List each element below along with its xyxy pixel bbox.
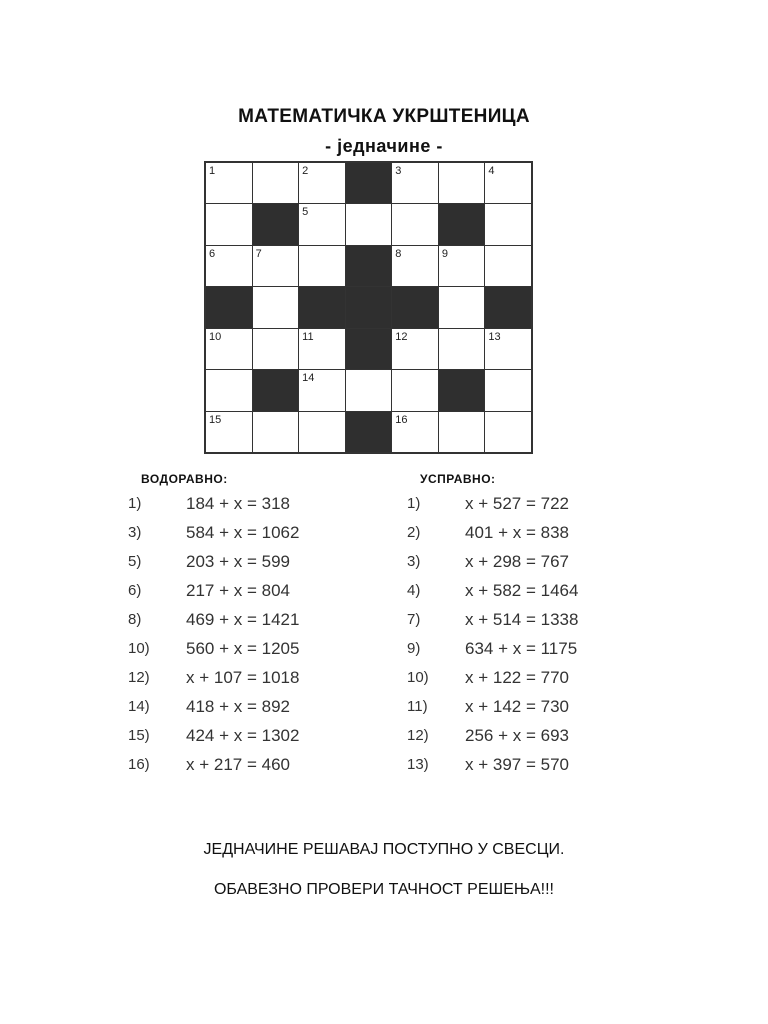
clue-equation: x + 107 = 1018 [186,668,300,687]
clue-equation: 418 + x = 892 [186,697,290,716]
grid-cell[interactable] [485,246,531,286]
clue-number: 2) [407,524,421,541]
grid-cell[interactable] [253,246,299,286]
clue-number: 9) [407,640,421,657]
cell-number: 14 [302,372,315,385]
grid-cell[interactable] [439,246,485,286]
cell-number: 2 [302,165,309,177]
clue-equation: 424 + x = 1302 [186,726,300,745]
grid-cell[interactable] [392,370,438,410]
clue-number: 15) [128,727,150,744]
clue-equation: 469 + x = 1421 [186,610,300,629]
cell-number: 11 [302,330,314,343]
clue-equation: x + 142 = 730 [465,697,569,716]
cell-number: 10 [209,330,222,343]
clue-equation: 560 + x = 1205 [186,639,300,658]
clue-equation: 184 + x = 318 [186,494,290,513]
grid-cell-black [346,246,392,286]
grid-cell[interactable] [346,370,392,410]
grid-cell[interactable] [253,287,299,327]
grid-cell[interactable] [392,204,438,244]
cell-number: 1 [209,165,216,177]
grid-cell[interactable] [439,412,485,452]
grid-cell-black [392,287,438,327]
cell-number: 5 [302,206,309,219]
grid-cell[interactable] [253,329,299,369]
grid-cell[interactable] [346,204,392,244]
grid-cell[interactable] [206,329,252,369]
grid-cell[interactable] [299,412,345,452]
grid-cell[interactable] [485,329,531,369]
cell-number: 4 [488,165,495,177]
grid-cell[interactable] [392,163,438,203]
grid-cell[interactable] [439,287,485,327]
page-title: МАТЕМАТИЧКА УКРШТЕНИЦА [238,106,530,127]
clue-equation: x + 122 = 770 [465,668,569,687]
grid-cell[interactable] [206,370,252,410]
page-subtitle: - једначине - [325,136,443,156]
grid-cell-black [485,287,531,327]
grid-cell[interactable] [299,329,345,369]
clue-equation: x + 397 = 570 [465,755,569,774]
clue-number: 10) [407,669,429,686]
clue-number: 1) [128,495,142,512]
cell-number: 16 [395,413,408,426]
grid-cell-black [253,204,299,244]
grid-cell[interactable] [392,246,438,286]
instruction-check: ОБАВЕЗНО ПРОВЕРИ ТАЧНОСТ РЕШЕЊА!!! [213,881,554,898]
clue-equation: x + 527 = 722 [465,494,569,513]
grid-cell[interactable] [299,163,345,203]
grid-cell-black [346,412,392,452]
grid-cell[interactable] [485,412,531,452]
clue-number: 5) [128,553,142,570]
clue-number: 6) [128,582,142,599]
clue-number: 8) [128,611,142,628]
grid-cell[interactable] [439,163,485,203]
grid-cell[interactable] [299,370,345,410]
clue-number: 7) [407,611,421,628]
grid-cell[interactable] [206,163,252,203]
clue-number: 1) [407,495,421,512]
grid-cell-black [439,370,485,410]
grid-cell[interactable] [485,370,531,410]
grid-cell[interactable] [253,163,299,203]
grid-cell-black [206,287,252,327]
grid-cell-black [299,287,345,327]
clue-equation: x + 514 = 1338 [465,610,579,629]
grid-cell[interactable] [206,412,252,452]
clue-number: 14) [128,698,150,715]
cell-number: 13 [488,330,501,343]
clue-number: 3) [407,553,421,570]
grid-cell-black [346,287,392,327]
clue-number: 13) [407,756,429,773]
grid-cell-black [253,370,299,410]
clue-number: 10) [128,640,150,657]
clue-equation: 203 + x = 599 [186,552,290,571]
clue-equation: 584 + x = 1062 [186,523,300,542]
clue-equation: x + 217 = 460 [186,755,290,774]
clue-equation: 634 + x = 1175 [465,639,578,658]
clue-number: 3) [128,524,142,541]
cell-number: 12 [395,330,408,343]
grid-cell-black [346,329,392,369]
clue-equation: 256 + x = 693 [465,726,569,745]
grid-cell[interactable] [299,246,345,286]
instruction-solve: ЈЕДНАЧИНЕ РЕШАВАЈ ПОСТУПНО У СВЕСЦИ. [203,841,565,858]
crossword-grid [204,161,533,454]
grid-cell[interactable] [206,246,252,286]
grid-cell[interactable] [299,204,345,244]
grid-cell[interactable] [439,329,485,369]
down-heading: УСПРАВНО: [420,472,496,486]
clue-number: 16) [128,756,150,773]
clue-equation: 217 + x = 804 [186,581,290,600]
clue-number: 12) [407,727,429,744]
grid-cell[interactable] [392,412,438,452]
grid-cell[interactable] [485,204,531,244]
cell-number: 3 [395,165,402,177]
grid-cell-black [346,163,392,203]
clue-equation: x + 582 = 1464 [465,581,579,600]
cell-number: 6 [209,247,216,260]
cell-number: 15 [209,413,222,426]
clue-equation: 401 + x = 838 [465,523,569,542]
clue-number: 4) [407,582,421,599]
cell-number: 9 [441,247,448,260]
cell-number: 7 [255,247,262,260]
grid-cell[interactable] [253,412,299,452]
clue-equation: x + 298 = 767 [465,552,569,571]
clue-number: 11) [407,698,428,715]
across-heading: ВОДОРАВНО: [141,472,228,486]
grid-cell[interactable] [206,204,252,244]
cell-number: 8 [395,247,402,260]
grid-cell[interactable] [485,163,531,203]
grid-cell[interactable] [392,329,438,369]
clue-number: 12) [128,669,150,686]
grid-cell-black [439,204,485,244]
